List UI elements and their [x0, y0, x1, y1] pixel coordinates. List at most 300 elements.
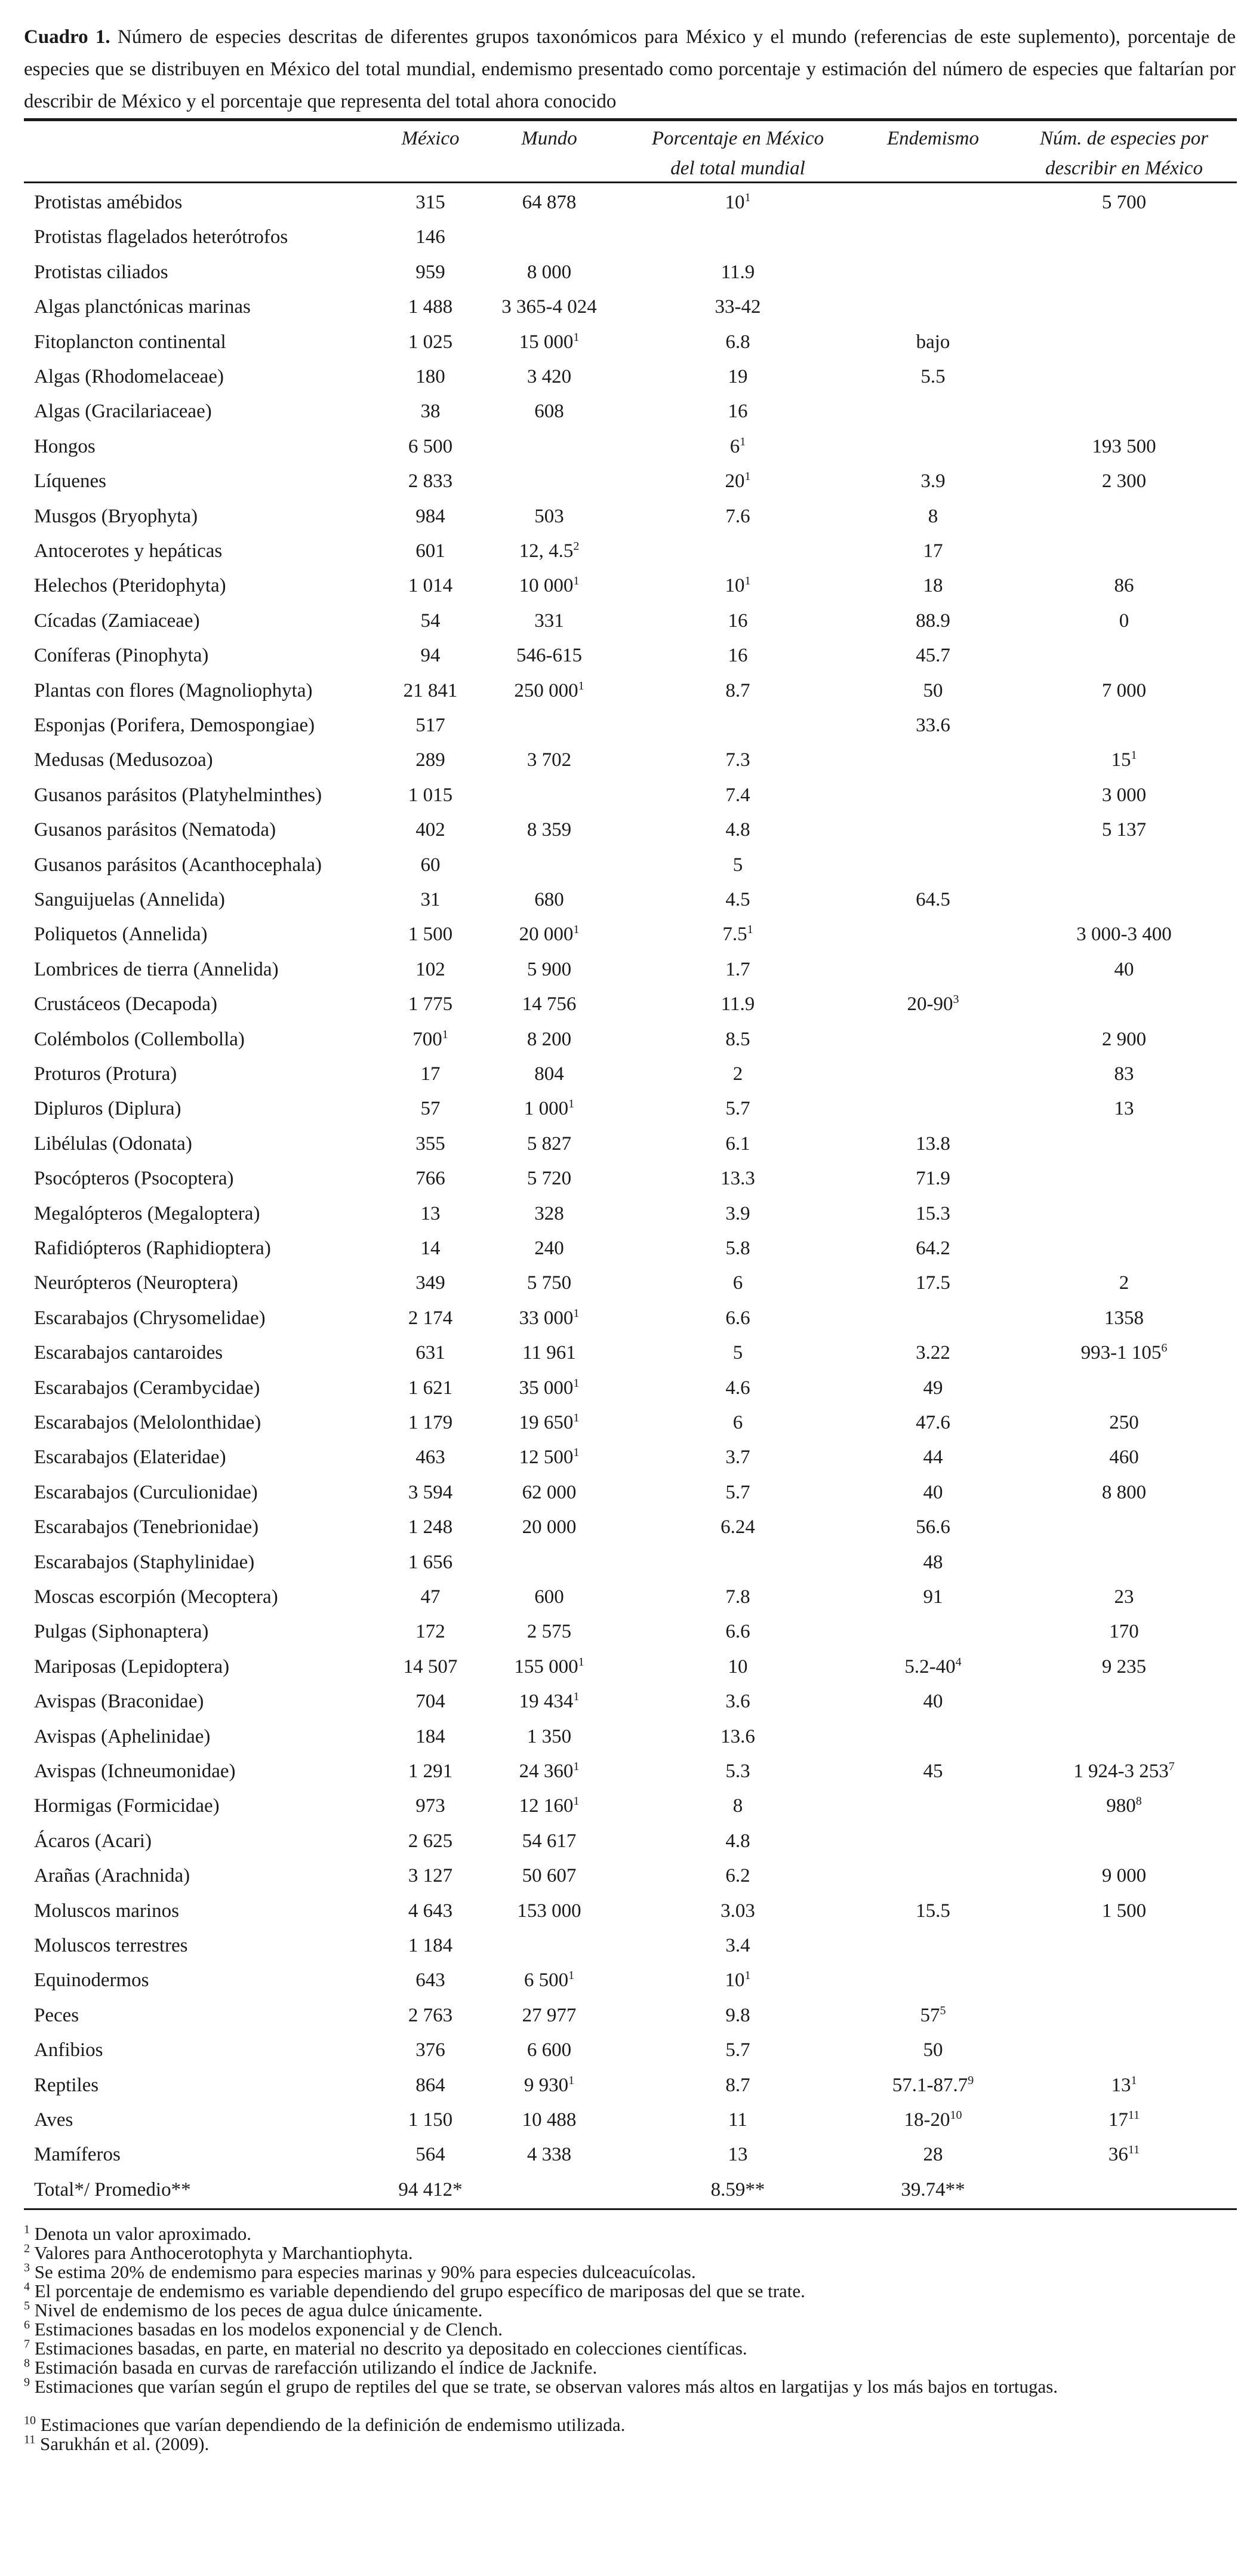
table-row — [0, 2137, 1247, 2172]
cell-mundo — [472, 359, 627, 394]
cell-value: 4.5 — [725, 889, 750, 910]
cell-group: Esponjas (Porifera, Demospongiae) — [34, 715, 315, 736]
cell-mundo — [472, 1475, 627, 1510]
cell-mundo — [472, 1266, 627, 1300]
cell-value: 355 — [415, 1132, 445, 1155]
cell-pct — [660, 255, 815, 290]
cell-value: 40 — [923, 1481, 943, 1503]
table-row — [0, 673, 1247, 708]
caption-label: Cuadro 1. — [24, 26, 110, 48]
cell-value: 17 — [923, 540, 943, 562]
footnote-marker: 1 — [744, 1969, 751, 1983]
cell-value: 16 — [728, 645, 748, 667]
cell-pct — [660, 1963, 815, 1998]
cell-value: 18-20 — [904, 2109, 950, 2131]
cell-mundo — [472, 1057, 627, 1091]
cell-value: 54 617 — [522, 1830, 577, 1852]
cell-value: 50 — [923, 679, 943, 701]
cell-pct — [660, 743, 815, 777]
cell-end — [855, 499, 1011, 534]
cell-value: 15 000 — [519, 331, 574, 353]
cell-num — [1046, 1649, 1202, 1684]
cell-pct — [660, 1266, 815, 1300]
cell-value: 5.7 — [725, 1098, 750, 1120]
cell-value: 250 — [1109, 1412, 1139, 1433]
cell-value: 14 756 — [522, 993, 577, 1015]
cell-mundo — [472, 1091, 627, 1126]
cell-value: 15 — [1111, 749, 1131, 771]
cell-mundo — [472, 1824, 627, 1858]
cell-value: 54 — [420, 610, 441, 632]
cell-value: 631 — [415, 1342, 445, 1364]
cell-end — [855, 708, 1011, 743]
cell-value: 1 248 — [408, 1516, 453, 1538]
cell-mundo — [472, 1196, 627, 1231]
cell-num — [1046, 673, 1202, 708]
cell-value: 1 500 — [408, 924, 453, 946]
cell-value: 1358 — [1104, 1307, 1144, 1329]
footnote-number: 1 — [24, 2223, 30, 2236]
cell-value: 240 — [534, 1238, 564, 1259]
cell-value: 17 — [1108, 2109, 1128, 2131]
cell-value: 15.5 — [916, 1900, 950, 1922]
footnote-marker: 1 — [744, 191, 751, 204]
cell-mundo — [472, 2068, 627, 2103]
cell-value: 31 — [420, 889, 441, 910]
cell-value: 8 800 — [1101, 1481, 1147, 1503]
cell-pct — [660, 1719, 815, 1754]
cell-mundo — [472, 1894, 627, 1928]
cell-value: 7.8 — [725, 1586, 750, 1608]
cell-pct — [660, 917, 815, 952]
table-row — [0, 638, 1247, 673]
cell-value: 984 — [415, 505, 445, 527]
cell-pct — [660, 1824, 815, 1858]
cell-num — [1046, 1022, 1202, 1057]
cell-value: 700 — [412, 1028, 442, 1050]
cell-mundo — [472, 325, 627, 359]
footnote-number: 6 — [24, 2318, 30, 2332]
cell-value: 517 — [415, 715, 445, 736]
cell-value: 48 — [923, 1551, 943, 1573]
cell-group: Escarabajos (Melolonthidae) — [34, 1412, 261, 1433]
table-row — [0, 1440, 1247, 1475]
cell-mexico — [353, 778, 508, 812]
cell-group: Líquenes — [34, 470, 106, 493]
cell-group: Dipluros (Diplura) — [34, 1098, 181, 1120]
cell-value: 4.8 — [725, 1830, 750, 1852]
cell-pct — [660, 604, 815, 638]
cell-num — [1046, 1580, 1202, 1614]
cell-value: 102 — [415, 958, 445, 980]
cell-group: Escarabajos cantaroides — [34, 1342, 223, 1364]
cell-value: 8.7 — [725, 2074, 750, 2096]
cell-mundo — [472, 1301, 627, 1335]
cell-end — [855, 1440, 1011, 1475]
cell-mundo — [472, 1998, 627, 2033]
footnote-marker: 1 — [578, 1655, 584, 1669]
cell-value: 45 — [923, 1761, 943, 1782]
footnote — [24, 2263, 1236, 2281]
cell-mundo — [472, 1649, 627, 1684]
cell-value: 1 025 — [408, 331, 453, 353]
cell-pct — [660, 2137, 815, 2172]
footnote — [24, 2225, 1236, 2243]
cell-group: Hormigas (Formicidae) — [34, 1795, 220, 1817]
cell-value: 959 — [415, 261, 445, 283]
cell-group: Antocerotes y hepáticas — [34, 540, 223, 562]
cell-value: 47 — [420, 1586, 441, 1608]
cell-value: 16 — [728, 610, 748, 632]
cell-end — [855, 1127, 1011, 1161]
cell-group: Algas (Rhodomelaceae) — [34, 366, 224, 387]
header-porcentaje-line2: del total mundial — [670, 158, 805, 179]
footnote-text: Denota un valor aproximado. — [34, 2223, 252, 2245]
cell-mundo — [472, 638, 627, 673]
cell-value: 6 — [729, 435, 740, 457]
cell-group: Algas (Gracilariaceae) — [34, 401, 212, 423]
cell-value: 19 434 — [519, 1691, 574, 1713]
cell-group: Gusanos parásitos (Nematoda) — [34, 819, 276, 841]
cell-value: 608 — [534, 401, 564, 423]
cell-value: 1 179 — [408, 1412, 453, 1433]
footnote-marker: 1 — [578, 679, 584, 693]
cell-value: 3.9 — [920, 470, 946, 493]
footnote-marker: 3 — [953, 993, 959, 1007]
cell-end — [855, 1510, 1011, 1544]
footnote-number: 11 — [24, 2433, 36, 2446]
cell-value: 1 000 — [524, 1098, 569, 1120]
cell-value: 18 — [923, 575, 943, 597]
cell-group: Algas planctónicas marinas — [34, 296, 251, 318]
cell-num — [1046, 952, 1202, 987]
cell-end — [855, 1335, 1011, 1370]
cell-value: 2 763 — [408, 2004, 453, 2026]
cell-value: 35 000 — [519, 1377, 574, 1399]
cell-value: 1 924-3 253 — [1073, 1761, 1169, 1782]
cell-mundo — [472, 1405, 627, 1440]
cell-group: Arañas (Arachnida) — [34, 1865, 190, 1887]
cell-end — [855, 2172, 1011, 2207]
cell-group: Coníferas (Pinophyta) — [34, 645, 209, 667]
cell-mundo — [472, 604, 627, 638]
footnote — [24, 2244, 1236, 2262]
cell-value: 71.9 — [916, 1168, 950, 1190]
cell-value: 146 — [415, 226, 445, 248]
cell-pct — [660, 882, 815, 917]
cell-group: Proturos (Protura) — [34, 1063, 177, 1085]
cell-value: 57 — [920, 2004, 940, 2026]
table-row — [0, 1754, 1247, 1789]
cell-group: Avispas (Braconidae) — [34, 1691, 204, 1713]
cell-value: 3.6 — [725, 1691, 750, 1713]
table-row — [0, 1649, 1247, 1684]
footnote-marker: 1 — [568, 1097, 575, 1111]
cell-value: 402 — [415, 819, 445, 841]
cell-value: 864 — [415, 2074, 445, 2096]
cell-value: 10 — [725, 192, 745, 213]
cell-group: Cícadas (Zamiaceae) — [34, 610, 200, 632]
cell-mundo — [472, 1371, 627, 1405]
footnote-marker: 1 — [573, 330, 580, 344]
cell-value: 172 — [415, 1621, 445, 1643]
cell-value: 463 — [415, 1447, 445, 1469]
cell-num — [1046, 1894, 1202, 1928]
cell-value: 64 878 — [522, 192, 577, 213]
cell-value: 20-90 — [907, 993, 953, 1015]
table-row — [0, 290, 1247, 324]
cell-end — [855, 1684, 1011, 1719]
cell-pct — [660, 290, 815, 324]
table-row — [0, 499, 1247, 534]
cell-pct — [660, 1057, 815, 1091]
cell-value: 83 — [1114, 1063, 1134, 1085]
cell-value: 5.7 — [725, 1481, 750, 1503]
cell-pct — [660, 848, 815, 882]
cell-end — [855, 1475, 1011, 1510]
cell-value: 993-1 105 — [1080, 1342, 1162, 1364]
cell-end — [855, 1545, 1011, 1580]
cell-mundo — [472, 185, 627, 220]
cell-value: 91 — [923, 1586, 943, 1608]
cell-value: 804 — [534, 1063, 564, 1085]
cell-value: 349 — [415, 1272, 445, 1294]
cell-mundo — [472, 987, 627, 1021]
cell-mexico — [353, 708, 508, 743]
cell-value: 3 365-4 024 — [501, 296, 597, 318]
bottom-rule — [24, 2208, 1237, 2210]
cell-value: 180 — [415, 366, 445, 387]
cell-pct — [660, 1196, 815, 1231]
cell-pct — [660, 568, 815, 603]
cell-pct — [660, 638, 815, 673]
cell-pct — [660, 1928, 815, 1963]
cell-value: 1 291 — [408, 1761, 453, 1782]
cell-value: 1 015 — [408, 784, 453, 806]
cell-group: Escarabajos (Curculionidae) — [34, 1481, 258, 1503]
cell-value: 0 — [1119, 610, 1129, 632]
cell-value: 16 — [728, 401, 748, 423]
cell-mundo — [472, 1510, 627, 1544]
cell-mundo — [472, 1858, 627, 1893]
cell-value: 2 — [1119, 1272, 1129, 1294]
cell-end — [855, 1196, 1011, 1231]
cell-value: 5 827 — [526, 1132, 572, 1155]
table-row — [0, 1545, 1247, 1580]
cell-value: 4 338 — [526, 2144, 572, 2166]
cell-value: 10 488 — [522, 2109, 577, 2131]
table-row — [0, 812, 1247, 847]
cell-value: 5.7 — [725, 2039, 750, 2061]
header-rule — [24, 181, 1237, 183]
cell-value: 50 607 — [522, 1865, 577, 1887]
footnote-marker: 9 — [968, 2073, 974, 2087]
cell-value: 2 900 — [1101, 1028, 1147, 1050]
cell-value: 5.5 — [920, 366, 946, 387]
cell-value: 94 — [420, 645, 441, 667]
table-row — [0, 464, 1247, 498]
cell-value: 1 184 — [408, 1935, 453, 1956]
cell-mundo — [472, 534, 627, 568]
footnote-marker: 1 — [744, 470, 751, 484]
footnote-marker: 1 — [1131, 749, 1137, 762]
cell-value: 9 235 — [1101, 1655, 1147, 1678]
cell-value: 600 — [534, 1586, 564, 1608]
footnote-number: 8 — [24, 2356, 30, 2370]
table-row — [0, 1335, 1247, 1370]
cell-mundo — [472, 1684, 627, 1719]
cell-value: 9 000 — [1101, 1865, 1147, 1887]
cell-value: 20 000 — [519, 924, 574, 946]
cell-group: Reptiles — [34, 2074, 99, 2096]
footnote — [24, 2375, 1236, 2398]
table-row — [0, 1091, 1247, 1126]
cell-value: 376 — [415, 2039, 445, 2061]
cell-value: 5 700 — [1101, 192, 1147, 213]
cell-value: 10 — [725, 1969, 745, 1992]
cell-end — [855, 1894, 1011, 1928]
header-porcentaje-line1: Porcentaje en México — [651, 128, 824, 149]
cell-value: 4 643 — [408, 1900, 453, 1922]
footnote-number: 10 — [24, 2414, 36, 2427]
header-num-line2: describir en México — [1045, 158, 1203, 179]
table-row — [0, 534, 1247, 568]
cell-end — [855, 2137, 1011, 2172]
cell-mexico — [353, 1928, 508, 1963]
cell-num — [1046, 1858, 1202, 1893]
footnote — [24, 2337, 1236, 2359]
footnote — [24, 2282, 1236, 2300]
cell-num — [1046, 1440, 1202, 1475]
cell-num — [1046, 1614, 1202, 1649]
footnote-number: 4 — [24, 2280, 30, 2294]
cell-num — [1046, 2103, 1202, 2137]
cell-group: Escarabajos (Elateridae) — [34, 1447, 226, 1469]
table-row — [0, 952, 1247, 987]
cell-value: 88.9 — [916, 610, 950, 632]
cell-pct — [660, 1510, 815, 1544]
cell-value: 2 — [732, 1063, 743, 1085]
cell-value: 1 656 — [408, 1551, 453, 1573]
cell-end — [855, 1371, 1011, 1405]
cell-mundo — [472, 1127, 627, 1161]
cell-value: 57.1-87.7 — [892, 2074, 968, 2096]
cell-num — [1046, 568, 1202, 603]
cell-num — [1046, 1754, 1202, 1789]
footnote-number: 5 — [24, 2299, 30, 2313]
cell-pct — [660, 394, 815, 429]
cell-mundo — [472, 1719, 627, 1754]
cell-pct — [660, 464, 815, 498]
cell-group: Neurópteros (Neuroptera) — [34, 1272, 238, 1294]
cell-value: 2 174 — [408, 1307, 453, 1329]
cell-num — [1046, 1789, 1202, 1823]
cell-pct — [660, 1301, 815, 1335]
cell-num — [1046, 429, 1202, 464]
cell-mundo — [472, 1614, 627, 1649]
footnote-text: Sarukhán et al. (2009). — [40, 2433, 210, 2455]
cell-pct — [660, 1754, 815, 1789]
cell-value: 6 600 — [526, 2039, 572, 2061]
cell-end — [855, 1649, 1011, 1684]
footnote-marker: 1 — [573, 1376, 580, 1390]
footnote-text: Nivel de endemismo de los peces de agua dulce únicamente. — [34, 2300, 483, 2321]
cell-group: Plantas con flores (Magnoliophyta) — [34, 679, 313, 701]
table-row — [0, 882, 1247, 917]
cell-value: 10 — [728, 1655, 748, 1678]
cell-value: 3.22 — [916, 1342, 950, 1364]
cell-pct — [660, 1998, 815, 2033]
footnote-text: El porcentaje de endemismo es variable dependiendo del grupo específico de mariposas del que se trate. — [34, 2280, 805, 2302]
cell-pct — [660, 359, 815, 394]
cell-value: 10 — [725, 575, 745, 597]
cell-value: 23 — [1114, 1586, 1134, 1608]
footnote-marker: 6 — [1161, 1341, 1168, 1355]
footnote-marker: 4 — [955, 1655, 962, 1669]
cell-mundo — [472, 2137, 627, 2172]
cell-value: 6.8 — [725, 331, 750, 353]
cell-pct — [660, 185, 815, 220]
cell-num — [1046, 604, 1202, 638]
cell-value: 5 — [732, 854, 743, 876]
cell-mundo — [472, 290, 627, 324]
table-row — [0, 255, 1247, 290]
footnote-marker: 1 — [573, 1446, 580, 1460]
cell-value: 19 — [728, 366, 748, 387]
cell-num — [1046, 185, 1202, 220]
table-row — [0, 848, 1247, 882]
cell-value: 6 500 — [408, 435, 453, 457]
table-row — [0, 708, 1247, 743]
table-row — [0, 185, 1247, 220]
cell-end — [855, 568, 1011, 603]
cell-value: 2 300 — [1101, 470, 1147, 493]
cell-value: 8.59** — [710, 2178, 765, 2200]
cell-value: 1 150 — [408, 2109, 453, 2131]
table-row — [0, 2172, 1247, 2207]
cell-num — [1046, 1057, 1202, 1091]
cell-value: 12 500 — [519, 1447, 574, 1469]
cell-value: 7 000 — [1101, 679, 1147, 701]
cell-end — [855, 882, 1011, 917]
cell-pct — [660, 1440, 815, 1475]
cell-value: 36 — [1108, 2144, 1128, 2166]
cell-group: Escarabajos (Tenebrionidae) — [34, 1516, 259, 1538]
footnote-number: 7 — [24, 2337, 30, 2351]
cell-end — [855, 987, 1011, 1021]
table-row — [0, 1196, 1247, 1231]
cell-group: Megalópteros (Megaloptera) — [34, 1202, 260, 1224]
footnote-marker: 1 — [747, 923, 753, 937]
footnote-text: Se estima 20% de endemismo para especies marinas y 90% para especies dulceacuícolas. — [34, 2261, 696, 2283]
cell-group: Escarabajos (Chrysomelidae) — [34, 1307, 266, 1329]
cell-value: 19 650 — [519, 1412, 574, 1433]
cell-value: 3 420 — [526, 366, 572, 387]
table-row — [0, 778, 1247, 812]
cell-num — [1046, 917, 1202, 952]
cell-num — [1046, 812, 1202, 847]
cell-group: Moluscos marinos — [34, 1900, 179, 1922]
table-row — [0, 604, 1247, 638]
cell-value: 14 — [420, 1238, 441, 1259]
cell-mundo — [472, 1963, 627, 1998]
cell-value: 13.8 — [916, 1132, 950, 1155]
cell-group: Anfibios — [34, 2039, 103, 2061]
header-porcentaje — [630, 124, 845, 183]
cell-pct — [660, 673, 815, 708]
cell-pct — [660, 1127, 815, 1161]
table-row — [0, 1789, 1247, 1823]
